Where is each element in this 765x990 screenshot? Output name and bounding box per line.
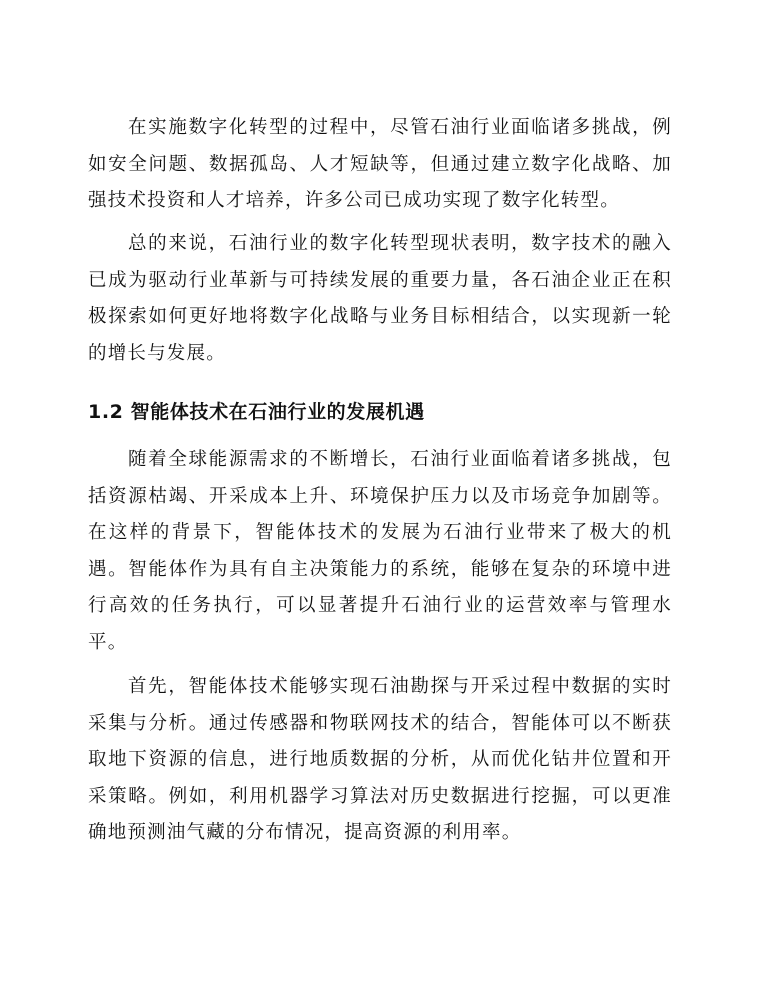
paragraph-opportunities: 随着全球能源需求的不断增长，石油行业面临着诸多挑战，包括资源枯竭、开采成本上升、环境保护压力以及市场竞争加剧等。在这样的背景下，智能体技术的发展为石油行业带来了极大的机遇。智能体作为具有自主决策能力的系统，能够在复杂的环境中进行高效的任务执行，可以显著提升石油行业的运营效率与管理水平。: [88, 449, 672, 653]
section-heading: 1.2 智能体技术在石油行业的发展机遇: [88, 401, 425, 423]
paragraph-digital-transformation-challenges: 在实施数字化转型的过程中，尽管石油行业面临诸多挑战，例如安全问题、数据孤岛、人才短缺等，但通过建立数字化战略、加强技术投资和人才培养，许多公司已成功实现了数字化转型。: [88, 117, 672, 212]
paragraph-summary: 总的来说，石油行业的数字化转型现状表明，数字技术的融入已成为驱动行业革新与可持续发展的重要力量，各石油企业正在积极探索如何更好地将数字化战略与业务目标相结合，以实现新一轮的增长与发展。: [88, 233, 672, 364]
paragraph-data-collection: 首先，智能体技术能够实现石油勘探与开采过程中数据的实时采集与分析。通过传感器和物联网技术的结合，智能体可以不断获取地下资源的信息，进行地质数据的分析，从而优化钻井位置和开采策略。例如，利用机器学习算法对历史数据进行挖掘，可以更准确地预测油气藏的分布情况，提高资源的利用率。: [88, 676, 672, 844]
